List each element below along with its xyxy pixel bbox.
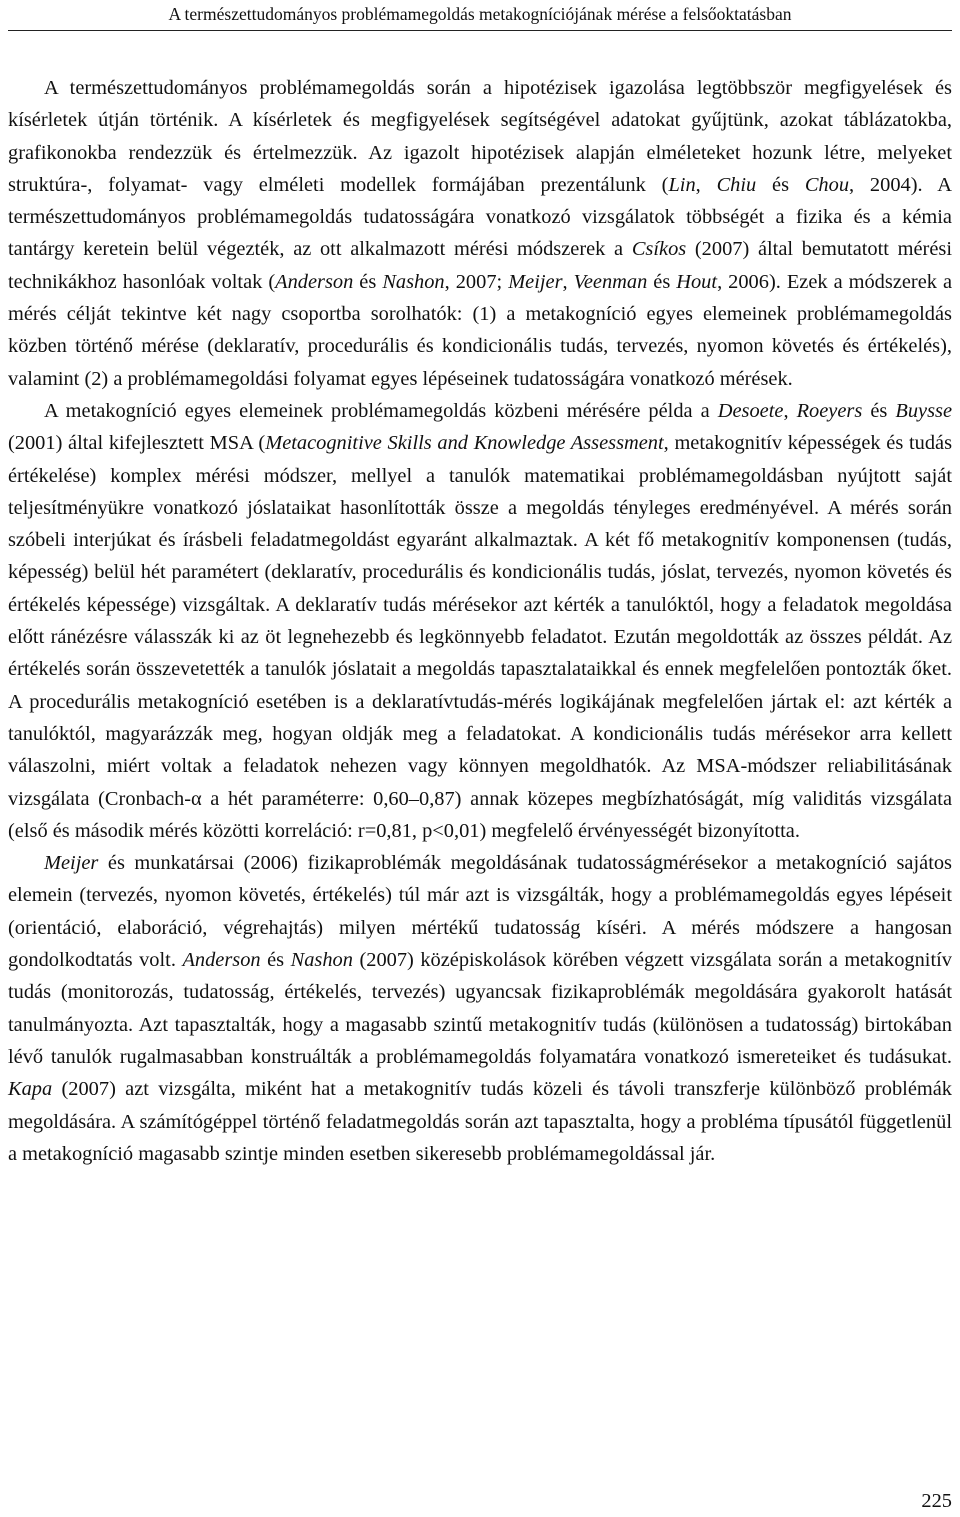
text-run: (2007) középiskolások körében végzett vizsgálata során a metakognitív tudás (monitorozás, tudatosság, értékelés, tervezés) ugyancsak fizikaproblémák megoldására gyakorolt hatását tanulmányozta. Azt tapasztalták, hogy a magasabb szintű metakognitív tudás (különösen a tudatosság) birtokában lévő tanulók rugalmasabban konstruálták a problémamegoldás folyamatára vonatkozó ismereteiket és tudásukat. [8, 949, 952, 1068]
header-divider [8, 30, 952, 31]
italic-run: Roeyers [796, 399, 863, 422]
text-run: , 2004). A természettudományos problémamegoldás tudatosságára vonatkozó vizsgálatok többségét a fizika és a kémia tantárgy keretein belül végezték, az ott alkalmazott mérési módszerek a [8, 173, 953, 261]
italic-run: Chou [804, 173, 850, 196]
italic-run: Meijer [44, 852, 99, 875]
italic-run: Lin [668, 173, 696, 196]
italic-run: Metacognitive Skills and Knowledge Assessment [265, 432, 664, 455]
italic-run: Hout [676, 270, 718, 293]
italic-run: Nashon [290, 949, 353, 972]
text-run: A természettudományos problémamegoldás során a hipotézisek igazolása legtöbbször megfigyelések és kísérletek útján történik. A kísérletek és megfigyelések segítségével adatokat gyűjtünk, azokat táblázatokba, grafikonokba rendezzük és értelmezzük. Az igazolt hipotézisek alapján elméleteket hozunk létre, melyeket struktúra-, folyamat- vagy elméleti modellek formájában prezentálunk ( [8, 77, 952, 196]
text-run: (2007) azt vizsgálta, miként hat a metakognitív tudás közeli és távoli transzferje különböző problémák megoldására. A számítógéppel történő feladatmegoldás során azt tapasztalta, hogy a probléma típusától függetlenül a metakogníció magasabb szintje minden esetben sikeresebb problémamegoldással jár. [8, 1078, 952, 1165]
italic-run: Kapa [8, 1078, 53, 1101]
italic-run: Anderson [275, 270, 354, 293]
text-run: és [647, 270, 677, 293]
text-run: és munkatársai (2006) fizikaproblémák megoldásának tudatosságmérésekor a metakogníció sajátos elemein (tervezés, nyomon követés, értékelés) túl már azt is vizsgálták, hogy a problémamegoldás egyes lépéseit (orientáció, elaboráció, végrehajtás) milyen mértékű tudatosság kíséri. A mérés módszere a hangosan gondolkodtatás volt. [8, 852, 952, 972]
text-run: , 2007; [444, 270, 509, 293]
italic-run: Chiu [716, 173, 757, 196]
paragraph [8, 395, 952, 847]
page-number: 225 [921, 1490, 952, 1512]
text-run: , metakognitív képességek és tudás értékelése) komplex mérési módszer, mellyel a tanulók matematikai problémamegoldásban nyújtott saját teljesítményükre vonatkozó jóslataikat hasonlították össze a megoldás tényleges eredményével. A mérés során szóbeli interjúkat és írásbeli feladatmegoldást egyaránt alkalmaztak. A két fő metakognitív komponensen (tudás, képesség) belül hét paramétert (deklaratív, procedurális és kondicionális tudás, jóslat, tervezés, nyomon követés és értékelés képessége) vizsgáltak. A deklaratív tudás mérésekor azt kérték a tanulóktól, hogy a feladatok megoldása előtt ránézésre válasszák ki az öt legnehezebb és legkönnyebb feladatot. Ezután megoldották az összes példát. Az értékelés során összevetették a tanulók jóslatait a megoldás tapasztalataikkal és ennek megfelelően pontozták őket. A procedurális metakogníció esetében is a deklaratívtudás-mérés logikájának megfelelően jártak el: azt kérték a tanulóktól, magyarázzák meg, hogyan oldják meg a feladatokat. A kondicionális tudás mérésekor arra kellett válaszolni, miért voltak a feladatok nehezen vagy könnyen megoldhatók. Az MSA-módszer reliabilitásának vizsgálata (Cronbach-α a hét paraméterre: 0,60–0,87) annak közepes megbízhatóságát, míg validitás vizsgálata (első és második mérés közötti korreláció: r=0,81, p<0,01) megfelelő érvényességét bizonyította. [8, 432, 953, 842]
text-run: (2007) által bemutatott mérési technikákhoz hasonlóak voltak ( [8, 238, 952, 293]
italic-run: Meijer [508, 270, 563, 293]
text-run: , [783, 399, 797, 422]
text-run: és [862, 399, 896, 422]
text-run: , [562, 270, 574, 293]
italic-run: Buysse [895, 399, 952, 422]
text-run: , 2006). Ezek a módszerek a mérés célját tekintve két nagy csoportba sorolhatók: (1) a metakogníció egyes elemeinek problémamegoldás közben történő mérése (deklaratív, procedurális és kondicionális tudás, tervezés, nyomon követés és értékelés), valamint (2) a problémamegoldási folyamat egyes lépéseinek tudatosságára vonatkozó mérések. [8, 270, 953, 390]
italic-run: Desoete [717, 399, 784, 422]
body-text [8, 72, 952, 1170]
italic-run: Nashon [382, 270, 445, 293]
text-run: és [260, 949, 291, 972]
italic-run: Anderson [182, 949, 261, 972]
paragraph [8, 847, 952, 1170]
italic-run: Veenman [573, 270, 648, 293]
italic-run: Csíkos [631, 238, 687, 261]
paragraph [8, 72, 952, 395]
text-run: és [353, 270, 383, 293]
text-run: , [695, 173, 717, 196]
text-run: A metakogníció egyes elemeinek problémamegoldás közbeni mérésére példa a [44, 399, 718, 422]
text-run: (2001) által kifejlesztett MSA ( [8, 432, 266, 455]
text-run: és [756, 173, 805, 196]
running-header: A természettudományos problémamegoldás metakogníciójának mérése a felsőoktatásban [168, 4, 792, 24]
